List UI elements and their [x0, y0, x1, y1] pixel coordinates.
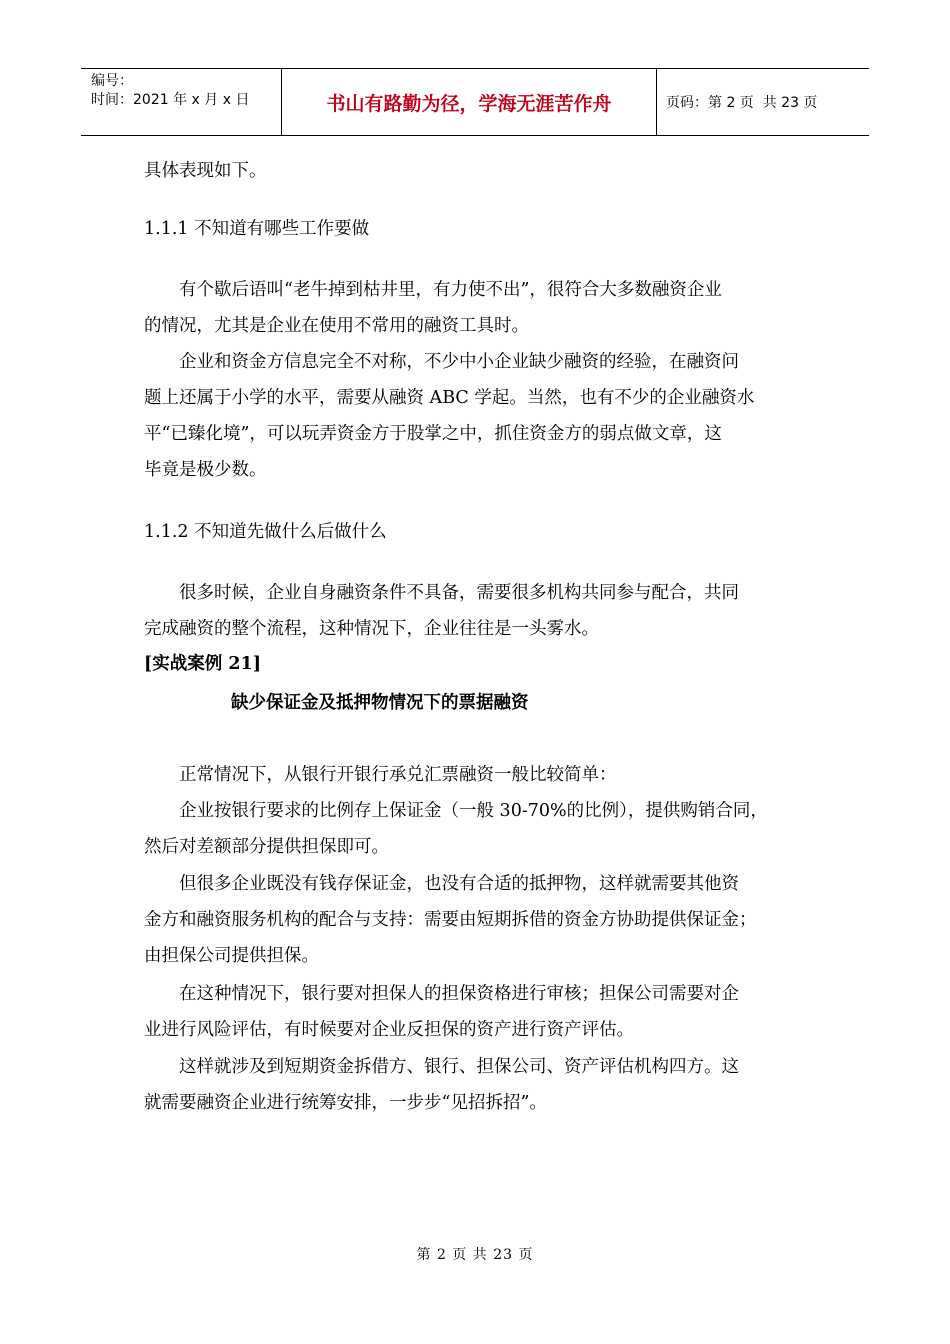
header-meta	[81, 69, 281, 135]
text-line: 在这种情况下，银行要对担保人的担保资格进行审核；担保公司需要对企	[179, 984, 739, 1004]
heading-text: 1.1.2 不知道先做什么后做什么	[144, 522, 387, 542]
text-line: 这样就涉及到短期资金拆借方、银行、担保公司、资产评估机构四方。这	[179, 1057, 739, 1077]
case-title	[231, 685, 901, 721]
text-line: 然后对差额部分提供担保即可。	[144, 837, 389, 857]
text-line: 的情况，尤其是企业在使用不常用的融资工具时。	[144, 316, 529, 336]
text-line: 但很多企业既没有钱存保证金，也没有合适的抵押物，这样就需要其他资	[179, 874, 739, 894]
page-footer: 第 2 页 共 23 页	[416, 1247, 534, 1263]
case-label-text: [实战案例 21]	[144, 654, 262, 674]
text-line: 企业按银行要求的比例存上保证金（一般 30-70%的比例），提供购销合同，	[179, 801, 768, 821]
case-title-text: 缺少保证金及抵押物情况下的票据融资	[231, 693, 529, 713]
paragraph	[144, 575, 814, 647]
text-line: 完成融资的整个流程，这种情况下，企业往往是一头雾水。	[144, 619, 599, 639]
text-line: 毕竟是极少数。	[144, 460, 267, 480]
paragraph	[144, 1049, 814, 1121]
heading-text: 1.1.1 不知道有哪些工作要做	[144, 219, 370, 239]
paragraph	[144, 976, 814, 1048]
text-line: 有个歇后语叫“老牛掉到枯井里，有力使不出”，很符合大多数融资企业	[179, 280, 722, 300]
paragraph	[144, 272, 814, 344]
document-time-label: 时间：2021 年 x 月 x 日	[91, 92, 250, 108]
document-number-label: 编号：	[91, 73, 133, 89]
paragraph	[144, 344, 814, 488]
text-line: 企业和资金方信息完全不对称，不少中小企业缺少融资的经验，在融资问	[179, 352, 739, 372]
text-line: 金方和融资服务机构的配合与支持：需要由短期拆借的资金方协助提供保证金；	[144, 910, 757, 930]
paragraph	[144, 793, 814, 865]
case-label	[144, 646, 814, 682]
page-header	[81, 68, 869, 136]
section-heading-1-1-1	[144, 211, 814, 247]
section-heading-1-1-2	[144, 514, 814, 550]
text-line: 题上还属于小学的水平，需要从融资 ABC 学起。当然，也有不少的企业融资水	[144, 388, 755, 408]
paragraph	[144, 866, 814, 974]
paragraph	[144, 153, 814, 189]
header-page-info: 页码：第 2 页 共 23 页	[666, 95, 818, 111]
header-motto: 书山有路勤为径，学海无涯苦作舟	[281, 69, 657, 135]
text-line: 由担保公司提供担保。	[144, 946, 319, 966]
text-line: 正常情况下，从银行开银行承兑汇票融资一般比较简单：	[179, 765, 617, 785]
text-line: 就需要融资企业进行统筹安排，一步步“见招拆招”。	[144, 1093, 547, 1113]
text-line: 具体表现如下。	[144, 161, 267, 181]
text-line: 很多时候，企业自身融资条件不具备，需要很多机构共同参与配合，共同	[179, 583, 739, 603]
text-line: 平“已臻化境”，可以玩弄资金方于股掌之中，抓住资金方的弱点做文章，这	[144, 424, 722, 444]
paragraph	[144, 757, 814, 793]
text-line: 业进行风险评估，有时候要对企业反担保的资产进行资产评估。	[144, 1020, 634, 1040]
